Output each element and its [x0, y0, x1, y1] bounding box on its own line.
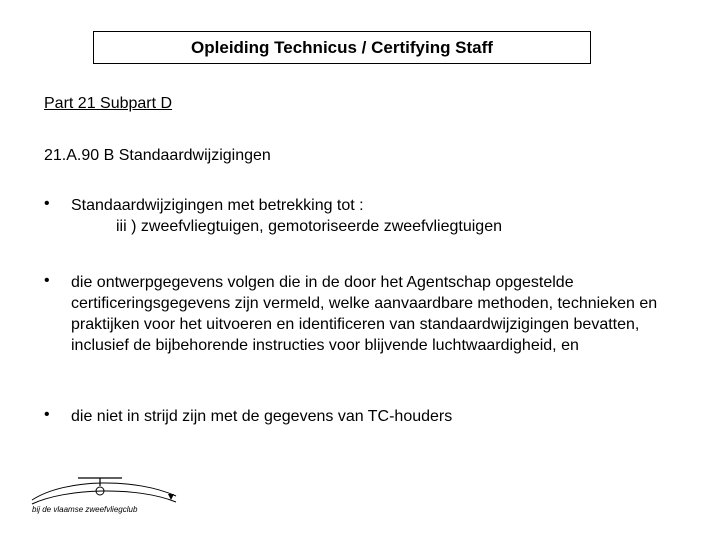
title-box [93, 31, 591, 64]
bullet-item-1 [71, 195, 671, 237]
bullet-item-1-line2: iii ) zweefvliegtuigen, gemotoriseerde zweefvliegtuigen [116, 218, 502, 235]
bullet-item-3: die niet in strijd zijn met de gegevens van TC-houders [71, 408, 453, 425]
bullet-item-2: die ontwerpgegevens volgen die in de door het Agentschap opgestelde certificeringsgegevens zijn vermeld, welke aanvaardbare methoden, technieken en praktijken voor het uitvoeren en identificeren van standaardwijzigingen bevatten, inclusief de bijbehorende instructies voor blijvende luchtwaardigheid, en [71, 274, 658, 354]
subpart-heading: Part 21 Subpart D [44, 95, 173, 112]
bullet-marker-3: • [44, 406, 50, 423]
bullet-marker-1: • [44, 195, 50, 212]
logo-text: bij de vlaamse zweefvliegclub [32, 505, 138, 514]
bullet-item-1-line1: Standaardwijzigingen met betrekking tot : [71, 197, 364, 214]
page-title: Opleiding Technicus / Certifying Staff [191, 37, 493, 57]
section-heading: 21.A.90 B Standaardwijzigingen [44, 147, 271, 164]
glider-logo-icon [26, 472, 186, 522]
bullet-marker-2: • [44, 272, 50, 289]
